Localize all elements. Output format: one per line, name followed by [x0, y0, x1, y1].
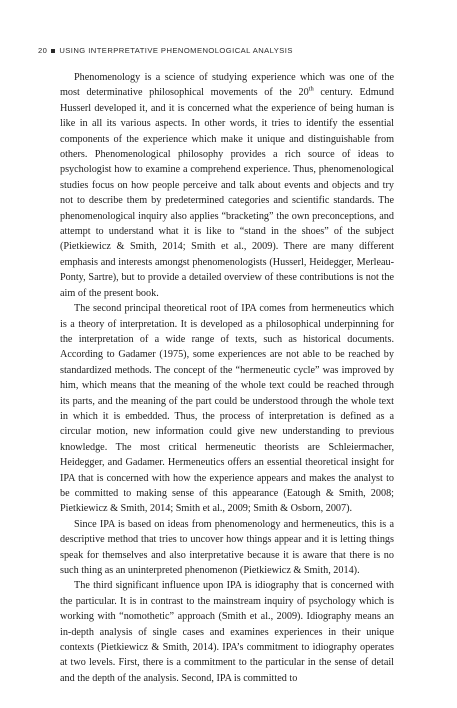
- paragraph-text: century. Edmund Husserl developed it, and it is concerned what the experience of being human is like in all its various aspects. In other words, it tries to identify the essential components of the experience which make it unique and distinguishable from others. Phenomenological philosophy provides a rich source of ideas to psychologist how to examine a comprehend experience. Thus, phenomenological studies focus on how people perceive and talk about events and objects and try not to describe them by predetermined categories and scientific standards. The phenomenological inquiry also applies “bracketing” the own preconceptions, and attempt to understand what it is like to “stand in the shoes” of the subject (Pietkiewicz & Smith, 2014; Smith et al., 2009). There are many different emphasis and interests amongst phenomenologists (Husserl, Heidegger, Merleau-Ponty, Sartre), but to provide a detailed overview of these contributions is not the aim of the present book.: [60, 87, 394, 299]
- separator-square-icon: [51, 49, 55, 53]
- body-text: [60, 70, 394, 686]
- superscript: th: [308, 86, 314, 94]
- paragraph-ipa-method: Since IPA is based on ideas from phenomenology and hermeneutics, this is a descriptive method that tries to uncover how things appear and it is letting things speak for themselves and also interpretative because it is aware that there is no such thing as an uninterpreted phenomenon (Pietkiewicz & Smith, 2014).: [60, 518, 394, 576]
- running-header: [38, 46, 293, 55]
- paragraph-text: Phenomenology is a science of studying experience which was one of the most determinative philosophical movements of the 20: [60, 72, 394, 99]
- running-title: USING INTERPRETATIVE PHENOMENOLOGICAL ANALYSIS: [59, 46, 293, 55]
- page-number: 20: [38, 46, 48, 55]
- paragraph-idiography: The third significant influence upon IPA is idiography that is concerned with the particular. It is in contrast to the mainstream inquiry of psychology which is working with “nomothetic” approach (Smith et al., 2009). Idiography means an in-depth analysis of single cases and examines experiences in their unique contexts (Pietkiewicz & Smith, 2014). IPA’s commitment to idiography operates at two levels. First, there is a commitment to the particular in the sense of detail and the depth of the analysis. Second, IPA is committed to: [60, 580, 394, 684]
- paragraph-phenomenology: [60, 70, 394, 301]
- paragraph-hermeneutics: The second principal theoretical root of IPA comes from hermeneutics which is a theory of interpretation. It is developed as a philosophical underpinning for the interpretation of a wide range of texts, such as historical documents. According to Gadamer (1975), some experiences are not able to be reached by standardized methods. The concept of the “hermeneutic cycle” was improved by him, which means that the meaning of the whole text could be reached through its parts, and the meaning of the part could be understood through the whole text in which it is embedded. Thus, the process of interpretation is defined as a circular motion, new information could give new understanding to previous knowledge. The most critical hermeneutic theorists are Schleiermacher, Heidegger, and Gadamer. Hermeneutics offers an essential theoretical insight for IPA that is concerned with how the experience appears and makes the analyst to be committed to making sense of this appearance (Eatough & Smith, 2008; Pietkiewicz & Smith, 2014; Smith et al., 2009; Smith & Osborn, 2007).: [60, 303, 394, 515]
